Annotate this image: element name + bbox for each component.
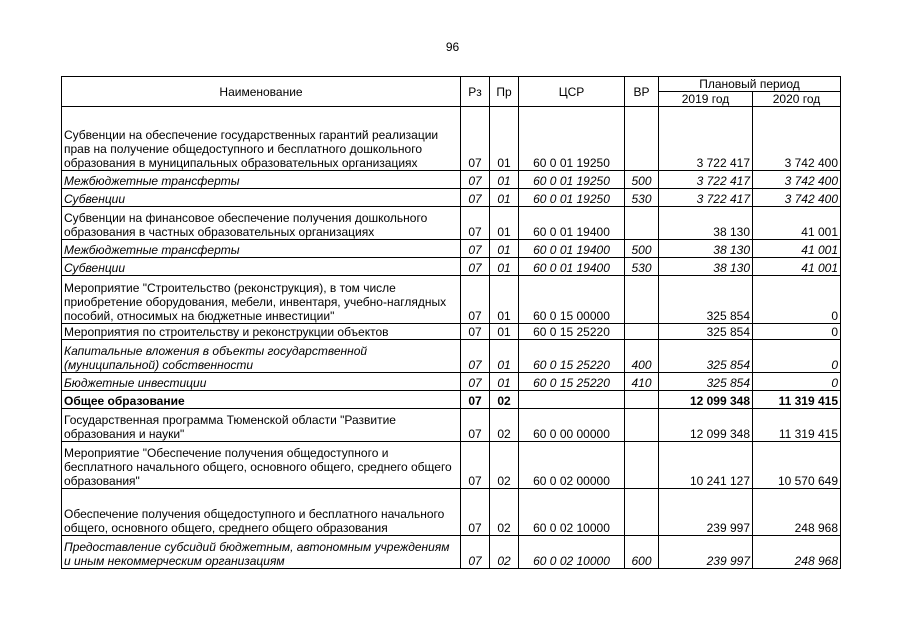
row-pr: 01 (490, 171, 519, 189)
row-csr: 60 0 00 00000 (519, 409, 625, 442)
row-value-2020: 41 001 (753, 258, 841, 276)
row-rz: 07 (461, 324, 490, 340)
row-csr: 60 0 02 00000 (519, 442, 625, 489)
row-pr: 01 (490, 107, 519, 171)
row-csr: 60 0 15 25220 (519, 373, 625, 391)
row-value-2019: 325 854 (659, 276, 753, 324)
row-name: Мероприятие "Строительство (реконструкция), в том числе приобретение оборудования, мебели, инвентаря, учебно-наглядных пособий, относимых на бюджетные инвестиции" (62, 276, 461, 324)
header-pr: Пр (490, 77, 519, 107)
row-name: Предоставление субсидий бюджетным, автономным учреждениям и иным некоммерческим организациям (62, 536, 461, 569)
row-pr: 01 (490, 189, 519, 207)
row-value-2020: 3 742 400 (753, 107, 841, 171)
row-vr: 500 (625, 240, 659, 258)
row-vr (625, 391, 659, 409)
row-value-2019: 38 130 (659, 258, 753, 276)
row-value-2019: 3 722 417 (659, 107, 753, 171)
row-vr: 400 (625, 340, 659, 373)
row-csr: 60 0 15 00000 (519, 276, 625, 324)
table-header (62, 77, 841, 107)
row-name: Субвенции на финансовое обеспечение получения дошкольного образования в частных образовательных организациях (62, 207, 461, 240)
row-name: Межбюджетные трансферты (62, 171, 461, 189)
row-name: Бюджетные инвестиции (62, 373, 461, 391)
row-value-2020: 3 742 400 (753, 171, 841, 189)
row-csr (519, 391, 625, 409)
row-vr: 500 (625, 171, 659, 189)
row-csr: 60 0 02 10000 (519, 489, 625, 536)
row-value-2020: 41 001 (753, 240, 841, 258)
row-value-2019: 325 854 (659, 324, 753, 340)
row-name: Межбюджетные трансферты (62, 240, 461, 258)
row-csr: 60 0 02 10000 (519, 536, 625, 569)
table-row (62, 442, 841, 489)
table-row (62, 240, 841, 258)
row-value-2020: 11 319 415 (753, 391, 841, 409)
table-row (62, 409, 841, 442)
row-value-2019: 12 099 348 (659, 391, 753, 409)
row-csr: 60 0 15 25220 (519, 340, 625, 373)
budget-table (61, 76, 841, 569)
row-pr: 02 (490, 536, 519, 569)
row-csr: 60 0 01 19400 (519, 258, 625, 276)
page-number: 96 (445, 40, 460, 54)
row-vr: 530 (625, 189, 659, 207)
row-pr: 02 (490, 391, 519, 409)
row-vr (625, 207, 659, 240)
row-value-2019: 3 722 417 (659, 189, 753, 207)
table-row (62, 107, 841, 171)
row-pr: 02 (490, 489, 519, 536)
row-name: Мероприятия по строительству и реконструкции объектов (62, 324, 461, 340)
row-value-2020: 10 570 649 (753, 442, 841, 489)
row-csr: 60 0 01 19250 (519, 171, 625, 189)
row-name: Субвенции на обеспечение государственных гарантий реализации прав на получение общедоступного и бесплатного дошкольного образования в муниципальных образовательных организациях (62, 107, 461, 171)
row-name: Общее образование (62, 391, 461, 409)
row-vr (625, 276, 659, 324)
row-value-2019: 325 854 (659, 373, 753, 391)
row-value-2019: 239 997 (659, 489, 753, 536)
header-planned-period: Плановый период (659, 77, 841, 92)
row-csr: 60 0 01 19400 (519, 240, 625, 258)
row-rz: 07 (461, 340, 490, 373)
row-pr: 01 (490, 276, 519, 324)
row-vr: 410 (625, 373, 659, 391)
row-pr: 01 (490, 258, 519, 276)
row-value-2020: 248 968 (753, 489, 841, 536)
row-rz: 07 (461, 409, 490, 442)
header-year-2020: 2020 год (753, 92, 841, 107)
row-rz: 07 (461, 189, 490, 207)
header-year-2019: 2019 год (659, 92, 753, 107)
row-rz: 07 (461, 391, 490, 409)
table-row (62, 276, 841, 324)
table-row (62, 324, 841, 340)
row-rz: 07 (461, 171, 490, 189)
row-rz: 07 (461, 489, 490, 536)
row-name: Субвенции (62, 258, 461, 276)
row-value-2019: 325 854 (659, 340, 753, 373)
row-vr (625, 409, 659, 442)
table-row (62, 258, 841, 276)
row-csr: 60 0 01 19250 (519, 107, 625, 171)
row-rz: 07 (461, 240, 490, 258)
row-value-2020: 0 (753, 276, 841, 324)
row-pr: 01 (490, 207, 519, 240)
row-vr (625, 107, 659, 171)
row-pr: 01 (490, 240, 519, 258)
header-rz: Рз (461, 77, 490, 107)
row-rz: 07 (461, 107, 490, 171)
row-rz: 07 (461, 258, 490, 276)
row-pr: 02 (490, 409, 519, 442)
header-vr: ВР (625, 77, 659, 107)
row-csr: 60 0 01 19400 (519, 207, 625, 240)
row-value-2019: 38 130 (659, 207, 753, 240)
table-row (62, 340, 841, 373)
row-rz: 07 (461, 442, 490, 489)
row-pr: 01 (490, 373, 519, 391)
table-row (62, 207, 841, 240)
table-row (62, 189, 841, 207)
row-value-2020: 3 742 400 (753, 189, 841, 207)
row-name: Субвенции (62, 189, 461, 207)
row-name: Обеспечение получения общедоступного и бесплатного начального общего, основного общего, среднего общего образования (62, 489, 461, 536)
row-value-2020: 0 (753, 373, 841, 391)
row-csr: 60 0 15 25220 (519, 324, 625, 340)
table-body (62, 107, 841, 569)
row-rz: 07 (461, 276, 490, 324)
row-value-2020: 248 968 (753, 536, 841, 569)
table-row (62, 391, 841, 409)
row-value-2019: 38 130 (659, 240, 753, 258)
row-pr: 01 (490, 324, 519, 340)
row-vr: 600 (625, 536, 659, 569)
row-value-2019: 239 997 (659, 536, 753, 569)
row-value-2020: 0 (753, 340, 841, 373)
row-rz: 07 (461, 207, 490, 240)
row-rz: 07 (461, 373, 490, 391)
row-value-2020: 0 (753, 324, 841, 340)
row-vr (625, 324, 659, 340)
row-value-2020: 11 319 415 (753, 409, 841, 442)
row-value-2019: 10 241 127 (659, 442, 753, 489)
header-csr: ЦСР (519, 77, 625, 107)
table-row (62, 536, 841, 569)
row-csr: 60 0 01 19250 (519, 189, 625, 207)
row-pr: 01 (490, 340, 519, 373)
row-vr: 530 (625, 258, 659, 276)
row-vr (625, 442, 659, 489)
header-name: Наименование (62, 77, 461, 107)
row-name: Капитальные вложения в объекты государственной (муниципальной) собственности (62, 340, 461, 373)
row-vr (625, 489, 659, 536)
row-value-2020: 41 001 (753, 207, 841, 240)
row-value-2019: 12 099 348 (659, 409, 753, 442)
table-row (62, 489, 841, 536)
row-rz: 07 (461, 536, 490, 569)
table-row (62, 373, 841, 391)
row-name: Государственная программа Тюменской области "Развитие образования и науки" (62, 409, 461, 442)
row-name: Мероприятие "Обеспечение получения общедоступного и бесплатного начального общего, основного общего, среднего общего образования" (62, 442, 461, 489)
table-row (62, 171, 841, 189)
row-value-2019: 3 722 417 (659, 171, 753, 189)
row-pr: 02 (490, 442, 519, 489)
